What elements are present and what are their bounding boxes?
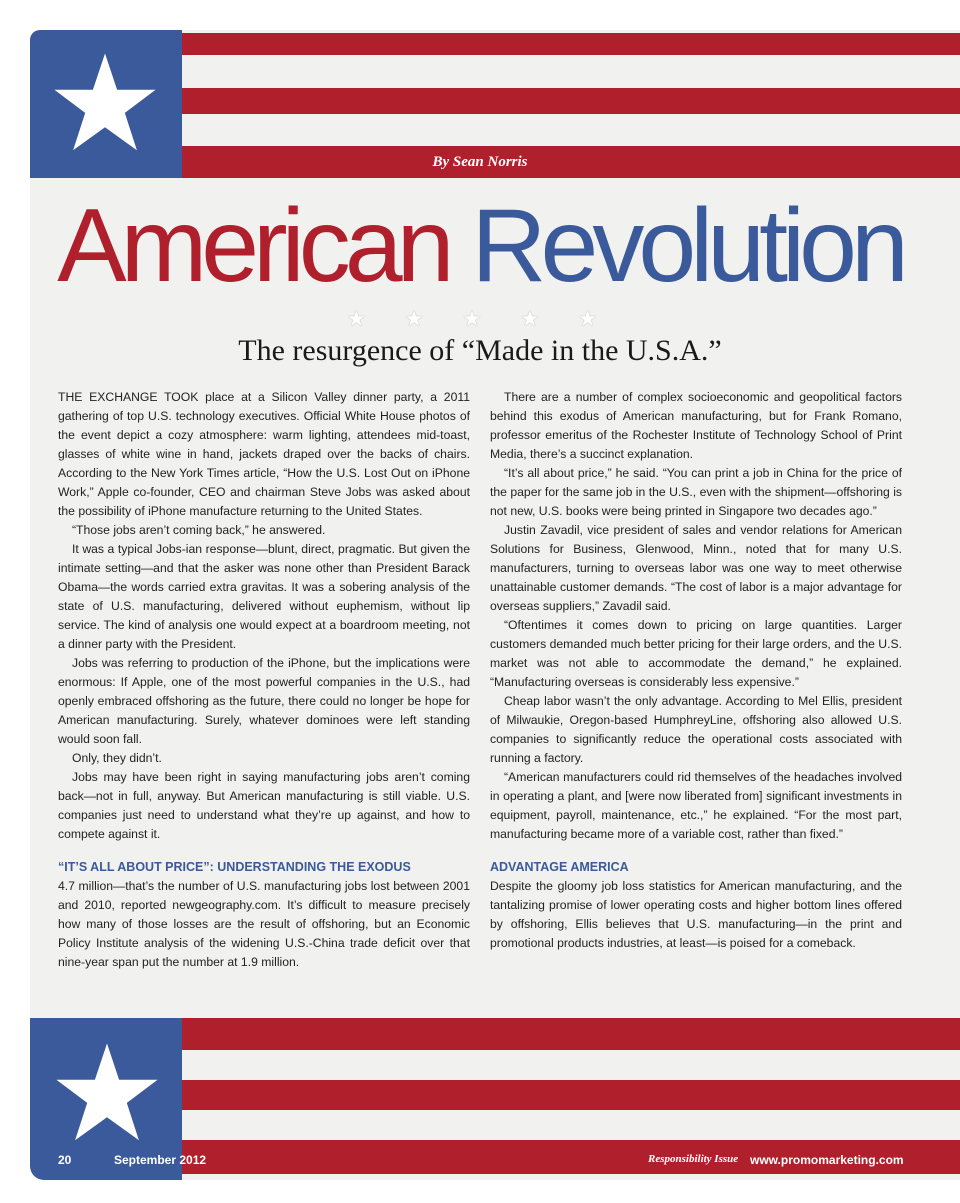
top-stripe-1	[182, 33, 960, 55]
right-paragraph-6: “American manufacturers could rid themselves of the headaches involved in operating a plant, and [were now liberated from] significant investments in equipment, payroll, maintenance, etc.,” he explained. “For the most part, manufacturing became more of a variable cost, rather than fixed.”	[490, 770, 902, 841]
left-section-paragraph: 4.7 million—that’s the number of U.S. manufacturing jobs lost between 2001 and 2010, reported newgeography.com. It’s difficult to measure precisely how many of those losses are the result of offshoring, but an Economic Policy Institute analysis of the widening U.S.-China trade deficit over that nine-year span put the number at 1.9 million.	[58, 879, 470, 969]
right-section-paragraph: Despite the gloomy job loss statistics for American manufacturing, and the tantalizing promise of lower operating costs and higher bottom lines offered by offshoring, Ellis believes that U.S. manufacturing—in the print and promotional products industries, at least—is poised for a comeback.	[490, 879, 902, 950]
right-paragraph-1: There are a number of complex socioeconomic and geopolitical factors behind this exodus of American manufacturing, but for Frank Romano, professor emeritus of the Rochester Institute of Technology School of Print Media, there’s a succinct explanation.	[490, 390, 902, 461]
star-row-icon: ★ ★ ★ ★ ★	[346, 306, 614, 331]
left-paragraph-5: Only, they didn’t.	[72, 751, 162, 765]
bottom-stripe-2	[182, 1080, 960, 1110]
headline	[0, 186, 960, 306]
right-column	[490, 388, 902, 953]
subheadline: The resurgence of “Made in the U.S.A.”	[238, 334, 722, 367]
section-heading-exodus: “IT’S ALL ABOUT PRICE”: UNDERSTANDING THE EXODUS	[58, 860, 411, 874]
left-paragraph-4: Jobs was referring to production of the iPhone, but the implications were enormous: If Apple, one of the most powerful companies in the U.S., had openly embraced offshoring as the future, there could no longer be hope for American manufacturing. Surely, whatever dominoes were left standing would soon fall.	[58, 656, 470, 746]
right-paragraph-4: “Oftentimes it comes down to pricing on large quantities. Larger customers demanded much better pricing for their large orders, and the U.S. market was not able to accommodate the demand,” he explained. “Manufacturing overseas is considerably less expensive.”	[490, 618, 902, 689]
right-paragraph-3: Justin Zavadil, vice president of sales and vendor relations for American Solutions for Business, Glenwood, Minn., noted that for many U.S. manufacturers, turning to overseas labor was one way to meet otherwise unattainable customer demands. “The cost of labor is a major advantage for overseas suppliers,” Zavadil said.	[490, 523, 902, 613]
right-paragraph-2: “It’s all about price,” he said. “You can print a job in China for the price of the paper for the same job in the U.S., even with the shipment—offshoring is not new, U.S. books were being printed in Singapore two decades ago.”	[490, 466, 902, 518]
left-paragraph-3: It was a typical Jobs-ian response—blunt, direct, pragmatic. But given the intimate setting—and that the asker was none other than President Barack Obama—the words carried extra gravitas. It was a sobering analysis of the state of U.S. manufacturing, delivered without euphemism, without lip service. The kind of analysis one would expect at a boardroom meeting, not a dinner party with the President.	[58, 542, 470, 651]
left-paragraph-1: THE EXCHANGE TOOK place at a Silicon Valley dinner party, a 2011 gathering of top U.S. technology executives. Official White House photos of the event depict a cozy atmosphere: warm lighting, attendees mid-toast, glasses of white wine in hand, jackets draped over the backs of chairs. According to the New York Times article, “How the U.S. Lost Out on iPhone Work,” Apple co-founder, CEO and chairman Steve Jobs was asked about the possibility of iPhone manufacture returning to the United States.	[58, 390, 470, 518]
issue-name: Responsibility Issue	[648, 1153, 739, 1165]
section-heading-advantage: ADVANTAGE AMERICA	[490, 860, 629, 874]
left-paragraph-2: “Those jobs aren’t coming back,” he answered.	[72, 523, 326, 537]
issue-date: September 2012	[114, 1153, 207, 1167]
website-link[interactable]: www.promomarketing.com	[750, 1153, 904, 1167]
byline: By Sean Norris	[432, 154, 528, 170]
top-stripe-2	[182, 88, 960, 114]
right-paragraph-5: Cheap labor wasn’t the only advantage. According to Mel Ellis, president of Milwaukie, Oregon-based HumphreyLine, offshoring also allowed U.S. companies to significantly reduce the operational costs associated with running a factory.	[490, 694, 902, 765]
page-number: 20	[58, 1153, 72, 1167]
left-paragraph-6: Jobs may have been right in saying manufacturing jobs aren’t coming back—not in full, anyway. But American manufacturing is still viable. U.S. companies just need to understand what they’re up against, and how to compete against it.	[58, 770, 470, 841]
star-icon	[50, 48, 160, 158]
headline-word-revolution: Revolution	[471, 188, 903, 304]
left-column	[58, 388, 470, 972]
star-icon	[52, 1038, 162, 1148]
bottom-stripe-1	[182, 1018, 960, 1050]
headline-word-american: American	[57, 188, 449, 304]
